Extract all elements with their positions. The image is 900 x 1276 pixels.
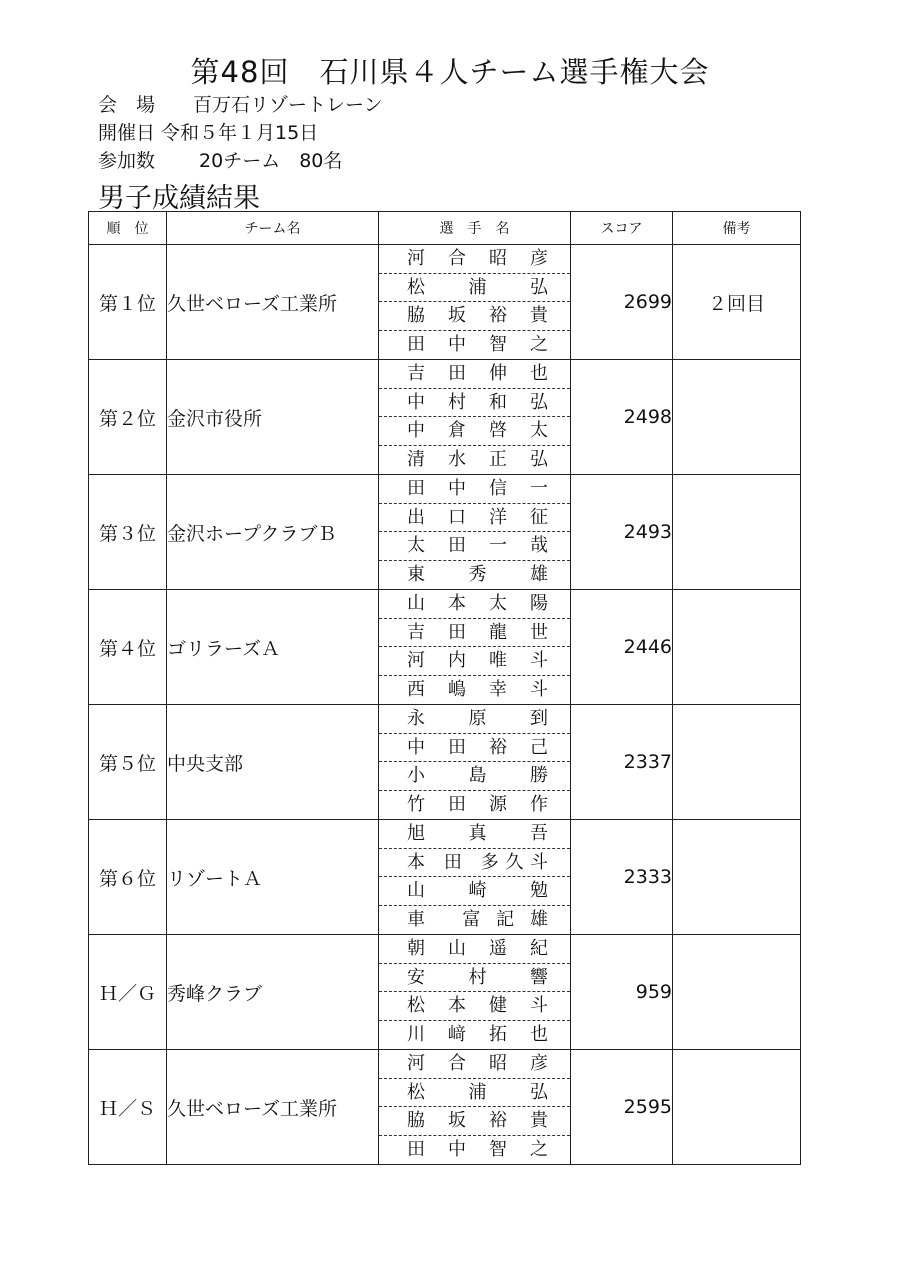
score-cell: 2595 (571, 1050, 673, 1165)
note-cell (673, 1050, 801, 1165)
participants-line: 参加数 20チーム 80名 (98, 150, 343, 172)
note-cell (673, 820, 801, 935)
rank-cell: Ｈ／Ｇ (89, 935, 167, 1050)
header-players: 選 手 名 (379, 212, 571, 245)
header-rank: 順 位 (89, 212, 167, 245)
team-cell: 秀峰クラブ (167, 935, 379, 1050)
player-name: 車 富記雄 (407, 908, 548, 930)
player-name: 吉 田 龍 世 (379, 619, 570, 648)
player-name: 河 内 唯 斗 (379, 647, 570, 676)
rank-cell: 第１位 (89, 245, 167, 360)
header-note: 備考 (673, 212, 801, 245)
score-cell: 959 (571, 935, 673, 1050)
player-name: 田 中 智 之 (407, 1138, 548, 1160)
player-name: 清 水 正 弘 (407, 448, 548, 470)
player-name: 中 倉 啓 太 (379, 417, 570, 446)
table-row (89, 820, 801, 935)
player-name: 田 中 智 之 (407, 333, 548, 355)
note-cell (673, 475, 801, 590)
score-cell: 2446 (571, 590, 673, 705)
rank-cell: 第３位 (89, 475, 167, 590)
note-cell (673, 360, 801, 475)
player-name: 永 原 到 (379, 705, 570, 734)
score-cell: 2498 (571, 360, 673, 475)
team-cell: リゾートＡ (167, 820, 379, 935)
header-score: スコア (571, 212, 673, 245)
note-cell (673, 590, 801, 705)
players-cell (379, 935, 571, 1050)
table-row (89, 935, 801, 1050)
score-cell: 2333 (571, 820, 673, 935)
section-heading: 男子成績結果 (98, 183, 260, 214)
venue-line: 会 場 百万石リゾートレーン (98, 94, 383, 116)
players-cell (379, 820, 571, 935)
rank-cell: 第２位 (89, 360, 167, 475)
player-name: 吉 田 伸 也 (379, 360, 570, 389)
player-name: 小 島 勝 (379, 762, 570, 791)
team-cell: 金沢市役所 (167, 360, 379, 475)
player-name: 旭 真 吾 (379, 820, 570, 849)
player-name: 松 浦 弘 (379, 1079, 570, 1108)
table-row (89, 475, 801, 590)
players-cell (379, 245, 571, 360)
table-row (89, 245, 801, 360)
team-cell: 金沢ホープクラブＢ (167, 475, 379, 590)
rank-cell: Ｈ／Ｓ (89, 1050, 167, 1165)
players-cell (379, 590, 571, 705)
rank-cell: 第４位 (89, 590, 167, 705)
player-name: 脇 坂 裕 貴 (379, 302, 570, 331)
team-cell: 久世ベローズ工業所 (167, 1050, 379, 1165)
table-header-row (89, 212, 801, 245)
rank-cell: 第５位 (89, 705, 167, 820)
players-cell (379, 705, 571, 820)
player-name: 山 崎 勉 (379, 877, 570, 906)
score-cell: 2699 (571, 245, 673, 360)
player-name: 中 田 裕 己 (379, 734, 570, 763)
player-name: 出 口 洋 征 (379, 504, 570, 533)
player-name: 河 合 昭 彦 (379, 1050, 570, 1079)
player-name: 西 嶋 幸 斗 (407, 678, 548, 700)
players-cell (379, 1050, 571, 1165)
results-table (88, 211, 801, 1165)
player-name: 太 田 一 哉 (379, 532, 570, 561)
player-name: 松 本 健 斗 (379, 992, 570, 1021)
note-cell (673, 705, 801, 820)
rank-cell: 第６位 (89, 820, 167, 935)
player-name: 中 村 和 弘 (379, 389, 570, 418)
players-cell (379, 475, 571, 590)
player-name: 本 田 多久斗 (379, 849, 570, 878)
table-row (89, 705, 801, 820)
team-cell: 久世ベローズ工業所 (167, 245, 379, 360)
player-name: 朝 山 遥 紀 (379, 935, 570, 964)
team-cell: 中央支部 (167, 705, 379, 820)
date-line: 開催日 令和５年１月15日 (98, 122, 319, 144)
player-name: 松 浦 弘 (379, 274, 570, 303)
note-cell (673, 935, 801, 1050)
table-row (89, 360, 801, 475)
header-team: チーム名 (167, 212, 379, 245)
player-name: 山 本 太 陽 (379, 590, 570, 619)
document-title: 第48回 石川県４人チーム選手権大会 (190, 55, 710, 89)
player-name: 田 中 信 一 (379, 475, 570, 504)
player-name: 川 﨑 拓 也 (407, 1023, 548, 1045)
score-cell: 2493 (571, 475, 673, 590)
table-row (89, 590, 801, 705)
note-cell: ２回目 (673, 245, 801, 360)
player-name: 脇 坂 裕 貴 (379, 1107, 570, 1136)
player-name: 安 村 響 (379, 964, 570, 993)
player-name: 東 秀 雄 (407, 563, 548, 585)
score-cell: 2337 (571, 705, 673, 820)
team-cell: ゴリラーズＡ (167, 590, 379, 705)
players-cell (379, 360, 571, 475)
table-row (89, 1050, 801, 1165)
player-name: 河 合 昭 彦 (379, 245, 570, 274)
player-name: 竹 田 源 作 (407, 793, 548, 815)
